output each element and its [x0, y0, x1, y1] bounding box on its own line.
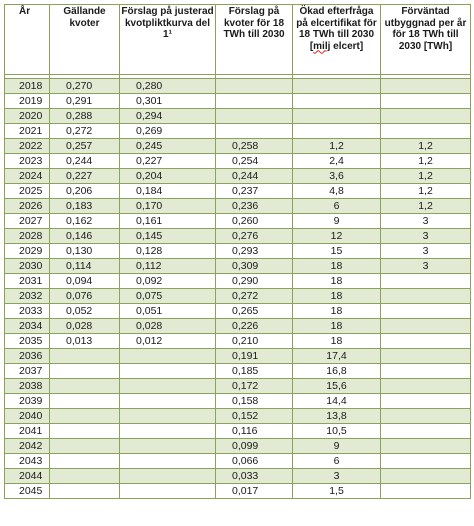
cell-demand: 18	[293, 274, 381, 289]
cell-expansion	[381, 319, 471, 334]
cell-expansion	[381, 469, 471, 484]
cell-proposed-quota: 0,152	[216, 409, 293, 424]
cell-proposed-quota: 0,258	[216, 139, 293, 154]
cell-proposed-quota: 0,191	[216, 349, 293, 364]
cell-expansion	[381, 304, 471, 319]
cell-expansion	[381, 334, 471, 349]
table-header	[5, 5, 471, 75]
cell-current-quota	[50, 364, 120, 379]
table-row	[5, 274, 471, 289]
cell-demand: 12	[293, 229, 381, 244]
cell-adjusted-quota: 0,294	[120, 109, 216, 124]
cell-adjusted-quota: 0,012	[120, 334, 216, 349]
cell-demand: 16,8	[293, 364, 381, 379]
cell-current-quota	[50, 484, 120, 499]
cell-adjusted-quota: 0,128	[120, 244, 216, 259]
table-row	[5, 94, 471, 109]
cell-expansion	[381, 394, 471, 409]
cell-adjusted-quota	[120, 454, 216, 469]
header-expected-expansion: Förväntad utbyggnad per år för 18 TWh till 2030 [TWh]	[381, 5, 471, 75]
cell-current-quota: 0,013	[50, 334, 120, 349]
table-row	[5, 244, 471, 259]
cell-proposed-quota: 0,158	[216, 394, 293, 409]
header-increased-demand	[293, 5, 381, 75]
cell-current-quota	[50, 409, 120, 424]
cell-year: 2032	[5, 289, 50, 304]
cell-expansion	[381, 424, 471, 439]
cell-demand: 15	[293, 244, 381, 259]
header-year: År	[5, 5, 50, 75]
cell-adjusted-quota: 0,269	[120, 124, 216, 139]
table-row	[5, 454, 471, 469]
header-demand-tail: elcert]	[330, 40, 364, 52]
cell-year: 2043	[5, 454, 50, 469]
cell-expansion	[381, 454, 471, 469]
cell-expansion	[381, 289, 471, 304]
cell-current-quota	[50, 394, 120, 409]
cell-adjusted-quota: 0,161	[120, 214, 216, 229]
cell-proposed-quota	[216, 94, 293, 109]
cell-expansion	[381, 439, 471, 454]
cell-demand: 1,5	[293, 484, 381, 499]
table-row	[5, 169, 471, 184]
cell-expansion	[381, 274, 471, 289]
table-row	[5, 229, 471, 244]
cell-year: 2035	[5, 334, 50, 349]
cell-current-quota: 0,076	[50, 289, 120, 304]
cell-proposed-quota: 0,244	[216, 169, 293, 184]
cell-demand: 6	[293, 454, 381, 469]
cell-year: 2027	[5, 214, 50, 229]
cell-year: 2040	[5, 409, 50, 424]
cell-demand: 18	[293, 334, 381, 349]
cell-proposed-quota: 0,099	[216, 439, 293, 454]
cell-demand: 15,6	[293, 379, 381, 394]
cell-proposed-quota: 0,226	[216, 319, 293, 334]
cell-adjusted-quota: 0,184	[120, 184, 216, 199]
cell-demand	[293, 109, 381, 124]
cell-current-quota: 0,291	[50, 94, 120, 109]
cell-year: 2036	[5, 349, 50, 364]
cell-proposed-quota: 0,309	[216, 259, 293, 274]
table-row	[5, 109, 471, 124]
cell-current-quota	[50, 454, 120, 469]
cell-demand: 18	[293, 289, 381, 304]
cell-current-quota	[50, 379, 120, 394]
cell-adjusted-quota	[120, 349, 216, 364]
table-row	[5, 349, 471, 364]
cell-adjusted-quota: 0,112	[120, 259, 216, 274]
table-row	[5, 289, 471, 304]
table-row	[5, 184, 471, 199]
cell-current-quota: 0,146	[50, 229, 120, 244]
cell-proposed-quota: 0,237	[216, 184, 293, 199]
table-row	[5, 334, 471, 349]
cell-adjusted-quota: 0,145	[120, 229, 216, 244]
cell-current-quota: 0,244	[50, 154, 120, 169]
table-row	[5, 139, 471, 154]
cell-proposed-quota: 0,210	[216, 334, 293, 349]
cell-year: 2045	[5, 484, 50, 499]
cell-proposed-quota: 0,066	[216, 454, 293, 469]
header-demand-text: Ökad efterfråga på elcertifikat för 18 TWh till 2030 [	[296, 6, 377, 52]
cell-year: 2021	[5, 124, 50, 139]
cell-expansion: 1,2	[381, 169, 471, 184]
cell-demand: 10,5	[293, 424, 381, 439]
cell-current-quota: 0,272	[50, 124, 120, 139]
cell-demand: 2,4	[293, 154, 381, 169]
table-row	[5, 79, 471, 94]
cell-adjusted-quota	[120, 439, 216, 454]
cell-adjusted-quota: 0,075	[120, 289, 216, 304]
cell-demand: 3,6	[293, 169, 381, 184]
cell-current-quota	[50, 469, 120, 484]
header-adjusted-curve: Förslag på justerad kvotpliktkurva del 1¹	[120, 5, 216, 75]
cell-adjusted-quota	[120, 469, 216, 484]
cell-year: 2018	[5, 79, 50, 94]
cell-proposed-quota: 0,172	[216, 379, 293, 394]
table-row	[5, 304, 471, 319]
cell-demand	[293, 79, 381, 94]
cell-year: 2028	[5, 229, 50, 244]
cell-year: 2030	[5, 259, 50, 274]
cell-demand: 18	[293, 304, 381, 319]
cell-current-quota: 0,183	[50, 199, 120, 214]
cell-current-quota: 0,052	[50, 304, 120, 319]
table-row	[5, 379, 471, 394]
cell-expansion	[381, 109, 471, 124]
cell-adjusted-quota: 0,170	[120, 199, 216, 214]
cell-expansion	[381, 409, 471, 424]
table-row	[5, 409, 471, 424]
cell-demand: 18	[293, 319, 381, 334]
header-proposed-quotas: Förslag på kvoter för 18 TWh till 2030	[216, 5, 293, 75]
cell-demand: 14,4	[293, 394, 381, 409]
cell-proposed-quota: 0,260	[216, 214, 293, 229]
cell-expansion: 3	[381, 214, 471, 229]
header-demand-unit: milj	[313, 40, 331, 52]
cell-proposed-quota: 0,017	[216, 484, 293, 499]
cell-demand	[293, 94, 381, 109]
cell-current-quota: 0,257	[50, 139, 120, 154]
table-row	[5, 199, 471, 214]
table-row	[5, 484, 471, 499]
cell-adjusted-quota	[120, 409, 216, 424]
cell-expansion: 3	[381, 244, 471, 259]
cell-proposed-quota: 0,272	[216, 289, 293, 304]
cell-adjusted-quota: 0,280	[120, 79, 216, 94]
cell-adjusted-quota: 0,204	[120, 169, 216, 184]
cell-current-quota: 0,114	[50, 259, 120, 274]
cell-demand: 3	[293, 469, 381, 484]
cell-demand: 18	[293, 259, 381, 274]
cell-current-quota	[50, 349, 120, 364]
table-row	[5, 394, 471, 409]
cell-proposed-quota	[216, 109, 293, 124]
cell-year: 2031	[5, 274, 50, 289]
cell-proposed-quota: 0,293	[216, 244, 293, 259]
cell-year: 2034	[5, 319, 50, 334]
cell-proposed-quota: 0,290	[216, 274, 293, 289]
cell-adjusted-quota: 0,245	[120, 139, 216, 154]
cell-year: 2037	[5, 364, 50, 379]
cell-current-quota: 0,028	[50, 319, 120, 334]
table-body	[5, 75, 471, 499]
cell-demand: 6	[293, 199, 381, 214]
cell-expansion: 1,2	[381, 139, 471, 154]
cell-current-quota: 0,162	[50, 214, 120, 229]
cell-year: 2038	[5, 379, 50, 394]
cell-year: 2023	[5, 154, 50, 169]
cell-expansion: 3	[381, 259, 471, 274]
table-row	[5, 214, 471, 229]
table-row	[5, 154, 471, 169]
cell-expansion: 1,2	[381, 199, 471, 214]
cell-year: 2022	[5, 139, 50, 154]
cell-adjusted-quota	[120, 424, 216, 439]
header-row	[5, 5, 471, 75]
cell-proposed-quota	[216, 124, 293, 139]
cell-demand: 4,8	[293, 184, 381, 199]
cell-current-quota	[50, 424, 120, 439]
table-row	[5, 124, 471, 139]
cell-year: 2020	[5, 109, 50, 124]
cell-demand: 13,8	[293, 409, 381, 424]
cell-expansion: 3	[381, 229, 471, 244]
cell-expansion	[381, 349, 471, 364]
cell-year: 2025	[5, 184, 50, 199]
cell-year: 2026	[5, 199, 50, 214]
cell-expansion	[381, 94, 471, 109]
cell-adjusted-quota: 0,028	[120, 319, 216, 334]
cell-year: 2019	[5, 94, 50, 109]
quota-table	[4, 4, 471, 499]
cell-expansion	[381, 124, 471, 139]
cell-year: 2042	[5, 439, 50, 454]
cell-current-quota: 0,227	[50, 169, 120, 184]
cell-expansion: 1,2	[381, 154, 471, 169]
cell-adjusted-quota: 0,227	[120, 154, 216, 169]
cell-year: 2044	[5, 469, 50, 484]
cell-year: 2033	[5, 304, 50, 319]
cell-expansion: 1,2	[381, 184, 471, 199]
cell-adjusted-quota: 0,051	[120, 304, 216, 319]
cell-current-quota: 0,094	[50, 274, 120, 289]
cell-current-quota: 0,130	[50, 244, 120, 259]
cell-proposed-quota: 0,236	[216, 199, 293, 214]
cell-expansion	[381, 484, 471, 499]
cell-year: 2024	[5, 169, 50, 184]
cell-demand: 9	[293, 439, 381, 454]
cell-year: 2029	[5, 244, 50, 259]
cell-proposed-quota: 0,116	[216, 424, 293, 439]
cell-current-quota: 0,206	[50, 184, 120, 199]
cell-proposed-quota: 0,254	[216, 154, 293, 169]
cell-expansion	[381, 379, 471, 394]
cell-proposed-quota: 0,185	[216, 364, 293, 379]
cell-year: 2039	[5, 394, 50, 409]
cell-proposed-quota: 0,265	[216, 304, 293, 319]
table-row	[5, 259, 471, 274]
table-row	[5, 319, 471, 334]
cell-demand: 17,4	[293, 349, 381, 364]
cell-expansion	[381, 364, 471, 379]
cell-adjusted-quota	[120, 484, 216, 499]
cell-current-quota: 0,288	[50, 109, 120, 124]
table-row	[5, 439, 471, 454]
cell-year: 2041	[5, 424, 50, 439]
header-current-quotas: Gällande kvoter	[50, 5, 120, 75]
cell-proposed-quota: 0,033	[216, 469, 293, 484]
cell-adjusted-quota: 0,092	[120, 274, 216, 289]
cell-demand: 1,2	[293, 139, 381, 154]
cell-adjusted-quota: 0,301	[120, 94, 216, 109]
cell-expansion	[381, 79, 471, 94]
cell-demand	[293, 124, 381, 139]
cell-proposed-quota	[216, 79, 293, 94]
cell-current-quota	[50, 439, 120, 454]
table-row	[5, 424, 471, 439]
cell-proposed-quota: 0,276	[216, 229, 293, 244]
cell-adjusted-quota	[120, 394, 216, 409]
cell-demand: 9	[293, 214, 381, 229]
cell-current-quota: 0,270	[50, 79, 120, 94]
cell-adjusted-quota	[120, 379, 216, 394]
table-row	[5, 364, 471, 379]
cell-adjusted-quota	[120, 364, 216, 379]
table-row	[5, 469, 471, 484]
